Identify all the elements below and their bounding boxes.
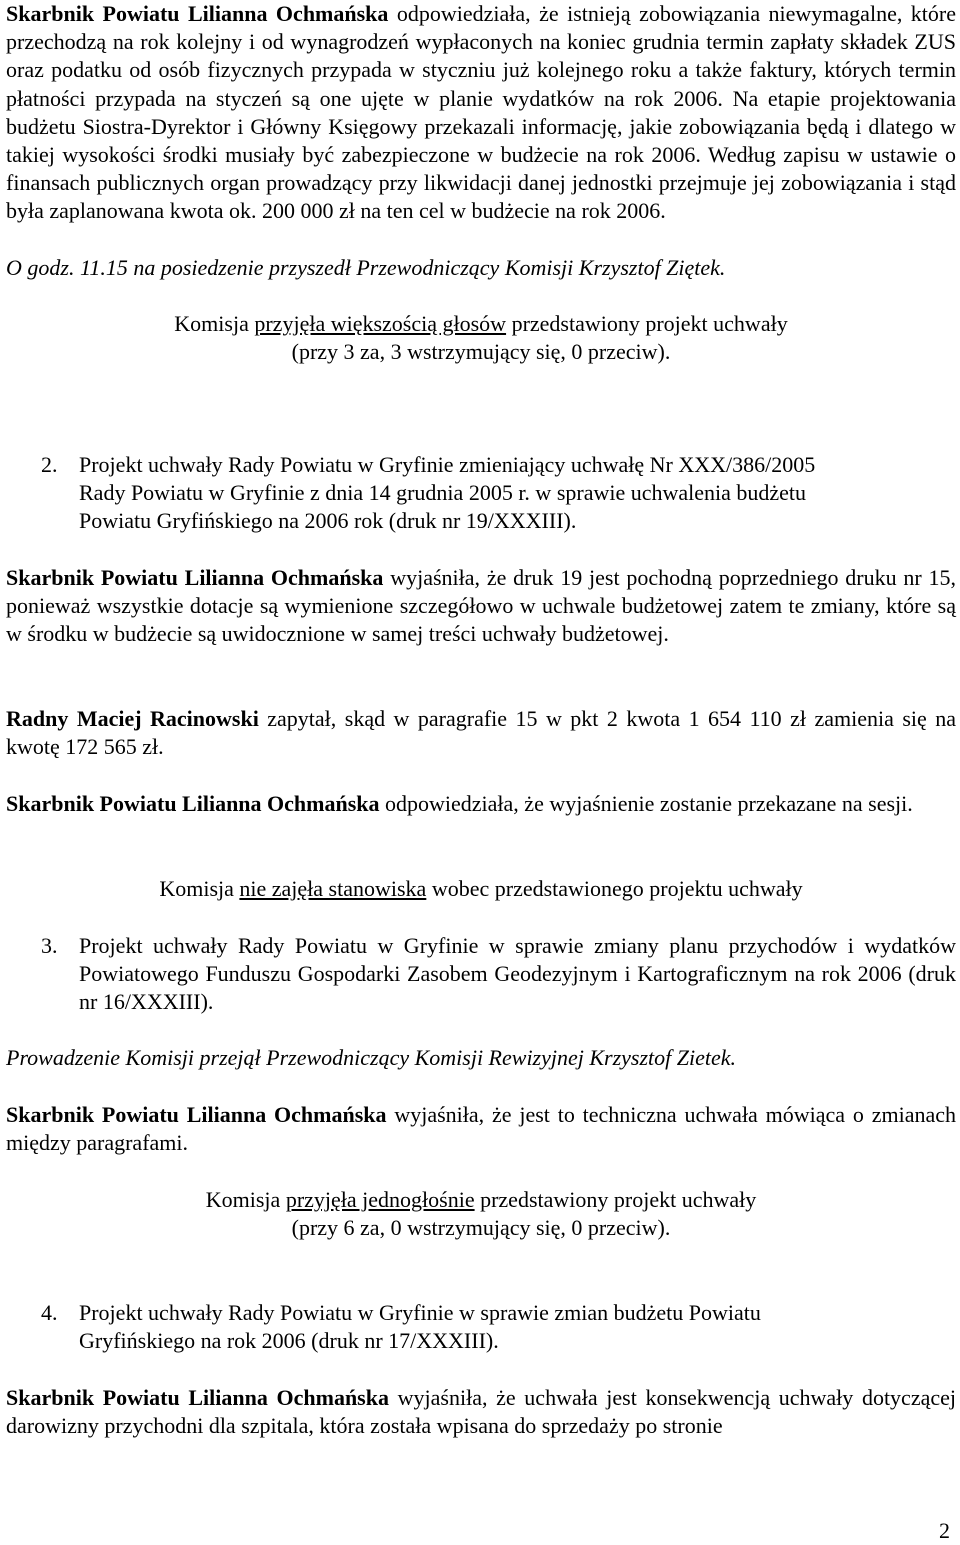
item-line: Rady Powiatu w Gryfinie z dnia 14 grudnia 2005 r. w sprawie uchwalenia budżetu [79, 480, 807, 506]
item-text: Projekt uchwały Rady Powiatu w Gryfinie w sprawie zmiany planu przychodów i wydatków Powiatowego Funduszu Gospodarki Zasobem Geodezyjnym i Kartograficznym na rok 2006 (druk nr 16/XXXIII). [79, 933, 956, 1015]
vote-result-2: Komisja nie zajęła stanowiska wobec przedstawionego projektu uchwały [159, 876, 803, 901]
speaker-name: Skarbnik Powiatu Lilianna Ochmańska [6, 1, 389, 26]
vote-statement: Komisja przyjęła większością głosów przedstawiony projekt uchwały [174, 311, 788, 336]
vote-decision: nie zajęła stanowiska [239, 876, 427, 901]
vote-counts: (przy 6 za, 0 wstrzymujący się, 0 przeciw). [291, 1215, 671, 1241]
agenda-item-3 [6, 932, 956, 1017]
paragraph-text: odpowiedziała, że istnieją zobowiązania niewymagalne, które przechodzą na rok kolejny i od wynagrodzeń wypłaconych na koniec grudnia termin zapłaty składek ZUS oraz podatku od osób fizycznych przypada w styczniu już kolejnego roku a także faktury, których termin płatności przypada na styczeń są one ujęte w planie wydatków na rok 2006. Na etapie projektowania budżetu Siostra-Dyrektor i Główny Księgowy przekazali informację, jakie zobowiązania będą i dlatego w takiej wysokości środki musiały być zabezpieczone w budżecie na rok 2006. Według zapisu w ustawie o finansach publicznych organ prowadzący przy likwidacji danej jednostki przejmuje jej zobowiązania i stąd była zaplanowana kwota ok. 200 000 zł na ten cel w budżecie na rok 2006. [6, 1, 956, 224]
paragraph-treasurer-donation [6, 1384, 956, 1440]
item-line: Powiatu Gryfińskiego na 2006 rok (druk nr 19/XXXIII). [79, 508, 577, 534]
paragraph-treasurer-obligations [6, 0, 956, 226]
speaker-name: Skarbnik Powiatu Lilianna Ochmańska [6, 1385, 389, 1410]
item-line: Projekt uchwały Rady Powiatu w Gryfinie w sprawie zmian budżetu Powiatu [79, 1300, 761, 1325]
vote-result-3 [6, 1186, 956, 1242]
paragraph-councillor-question [6, 705, 956, 761]
note-chairman-arrival: O godz. 11.15 na posiedzenie przyszedł Przewodniczący Komisji Krzysztof Ziętek. [6, 255, 726, 280]
vote-result-1 [6, 310, 956, 366]
paragraph-text: wyjaśniła, że uchwała jest konsekwencją uchwały dotyczącej darowizny przychodni dla szpitala, która została wpisana do sprzedaży po stronie [6, 1385, 956, 1439]
agenda-item-2 [6, 451, 956, 536]
item-number: 4. [41, 1300, 58, 1325]
speaker-name: Skarbnik Powiatu Lilianna Ochmańska [6, 791, 380, 816]
paragraph-treasurer-technical [6, 1101, 956, 1157]
paragraph-treasurer-answer [6, 790, 956, 818]
speaker-name: Skarbnik Powiatu Lilianna Ochmańska [6, 565, 384, 590]
vote-counts: (przy 3 za, 3 wstrzymujący się, 0 przeciw). [291, 339, 671, 365]
vote-decision: przyjęła większością głosów [254, 311, 507, 336]
paragraph-text: odpowiedziała, że wyjaśnienie zostanie przekazane na sesji. [379, 791, 913, 816]
note-chair-handover: Prowadzenie Komisji przejął Przewodniczący Komisji Rewizyjnej Krzysztof Zietek. [6, 1045, 737, 1070]
paragraph-text: zapytał, skąd w paragrafie 15 w pkt 2 kwota 1 654 110 zł zamienia się na kwotę 172 565 zł. [6, 706, 956, 760]
item-line: Projekt uchwały Rady Powiatu w Gryfinie zmieniający uchwałę Nr XXX/386/2005 [79, 452, 816, 477]
speaker-name: Radny Maciej Racinowski [6, 706, 259, 731]
paragraph-text: wyjaśniła, że druk 19 jest pochodną poprzedniego druku nr 15, ponieważ wszystkie dotacje są wymienione szczegółowo w uchwale budżetowej zatem te zmiany, które są w środku w budżecie są uwidocznione w samej treści uchwały budżetowej. [6, 565, 956, 647]
item-number: 2. [41, 452, 58, 477]
agenda-item-4 [6, 1299, 956, 1355]
page-number: 2 [939, 1518, 950, 1543]
paragraph-text: wyjaśniła, że jest to techniczna uchwała mówiąca o zmianach między paragrafami. [6, 1102, 956, 1156]
item-number: 3. [41, 933, 58, 958]
vote-decision: przyjęła jednogłośnie [285, 1187, 475, 1212]
speaker-name: Skarbnik Powiatu Lilianna Ochmańska [6, 1102, 387, 1127]
paragraph-treasurer-druk19 [6, 564, 956, 649]
item-line: Gryfińskiego na rok 2006 (druk nr 17/XXXIII). [79, 1328, 499, 1354]
vote-statement: Komisja przyjęła jednogłośnie przedstawiony projekt uchwały [205, 1187, 757, 1212]
